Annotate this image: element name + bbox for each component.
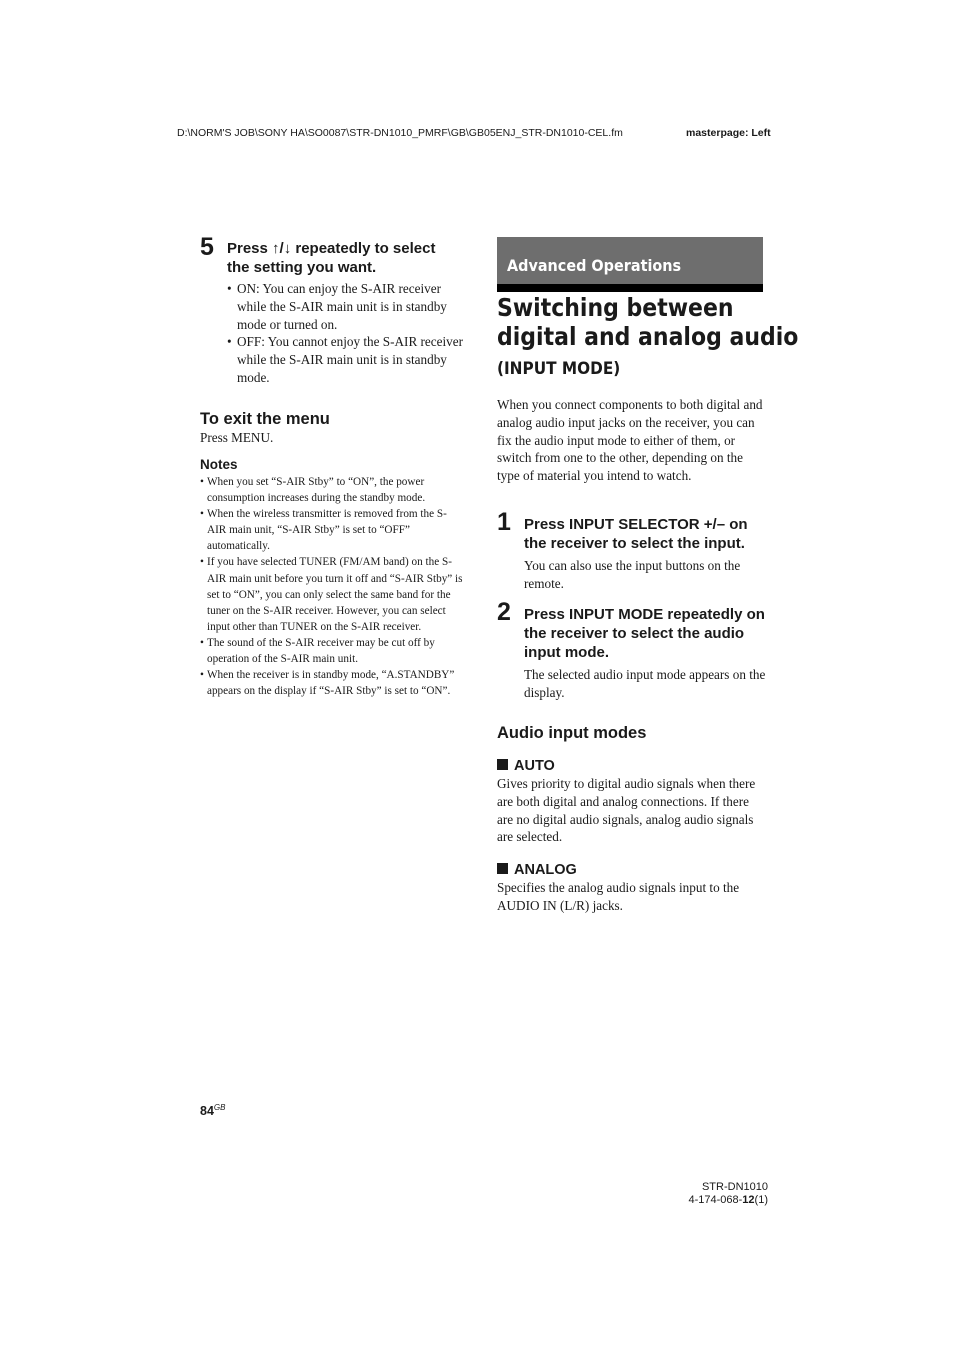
step-1-title: Press INPUT SELECTOR +/– on the receiver to select the input.: [524, 516, 748, 552]
page-title-line2: digital and analog audio: [497, 322, 799, 351]
audio-modes-heading: Audio input modes: [497, 724, 647, 742]
step-5-title: [227, 239, 477, 277]
mode-analog-text: Specifies the analog audio signals input to the AUDIO IN (L/R) jacks.: [497, 880, 740, 913]
exit-menu-heading: To exit the menu: [200, 410, 330, 428]
intro-paragraph: When you connect components to both digital and analog audio input jacks on the receiver, you can fix the audio input mode to either of them, or switch from one to the other, depending on the type of material you intend to watch.: [497, 397, 763, 484]
banner-rule: [497, 284, 763, 292]
step-2-number: 2: [497, 598, 511, 626]
step-1-number: 1: [497, 508, 511, 536]
file-path-header: D:\NORM'S JOB\SONY HA\SO0087\STR-DN1010_PMRF\GB\GB05ENJ_STR-DN1010-CEL.fm: [177, 127, 623, 139]
black-square-icon: [497, 759, 508, 770]
footer-code: [688, 1194, 768, 1207]
section-banner: [497, 237, 763, 284]
note-item: • If you have selected TUNER (FM/AM band) on the S-AIR main unit before you turn it off and “S-AIR Stby” is set to “ON”, you can only select the same band for the tuner on the S-AIR receiver. However, you can select input other than TUNER on the S-AIR receiver.: [200, 554, 466, 634]
section-banner-title: Advanced Operations: [507, 256, 682, 275]
footer-model-info: [688, 1181, 768, 1207]
footer-code-bold: 12: [742, 1194, 755, 1206]
exit-menu-text: Press MENU.: [200, 430, 274, 445]
step-1-text: You can also use the input buttons on the remote.: [524, 558, 741, 591]
mode-analog-label: ANALOG: [514, 862, 577, 878]
step-2-text: The selected audio input mode appears on the display.: [524, 667, 766, 700]
page-title: [497, 293, 798, 351]
notes-list: [200, 474, 466, 699]
footer-code-suffix: (1): [754, 1194, 768, 1206]
page-subtitle: (INPUT MODE): [497, 359, 621, 379]
note-item: • When the wireless transmitter is removed from the S-AIR main unit, “S-AIR Stby” is set to “OFF” automatically.: [200, 506, 466, 554]
step-5-title-line2: the setting you want.: [227, 259, 377, 276]
step-5-bullet-list: [227, 280, 467, 387]
footer-code-prefix: 4-174-068-: [688, 1194, 743, 1206]
note-item: • When you set “S-AIR Stby” to “ON”, the power consumption increases during the standby mode.: [200, 474, 466, 506]
step-5-bullet-on: • ON: You can enjoy the S-AIR receiver while the S-AIR main unit is in standby mode or turned on.: [227, 280, 467, 333]
masterpage-label: masterpage: Left: [686, 127, 771, 139]
mode-auto-label: AUTO: [514, 758, 555, 774]
note-item: • The sound of the S-AIR receiver may be cut off by operation of the S-AIR main unit.: [200, 635, 466, 667]
page-number-value: 84: [200, 1104, 214, 1119]
notes-heading: Notes: [200, 457, 238, 472]
mode-auto-text: Gives priority to digital audio signals when there are both digital and analog connections. If there are no digital audio signals, analog audio signals are selected.: [497, 776, 756, 845]
mode-auto-heading: [497, 757, 555, 776]
page-title-line1: Switching between: [497, 293, 734, 322]
note-item: • When the receiver is in standby mode, “A.STANDBY” appears on the display if “S-AIR Stby” is set to “ON”.: [200, 667, 466, 699]
step-5-title-line1: Press ↑/↓ repeatedly to select: [227, 240, 436, 257]
page-number-suffix: GB: [213, 1103, 226, 1112]
step-5-bullet-off: • OFF: You cannot enjoy the S-AIR receiver while the S-AIR main unit is in standby mode.: [227, 333, 467, 386]
step-5-number: 5: [200, 233, 214, 261]
mode-analog-heading: [497, 861, 577, 880]
step-2-title: Press INPUT MODE repeatedly on the receiver to select the audio input mode.: [524, 606, 765, 661]
black-square-icon: [497, 863, 508, 874]
footer-model: STR-DN1010: [701, 1181, 768, 1193]
page-number: [200, 1103, 225, 1118]
